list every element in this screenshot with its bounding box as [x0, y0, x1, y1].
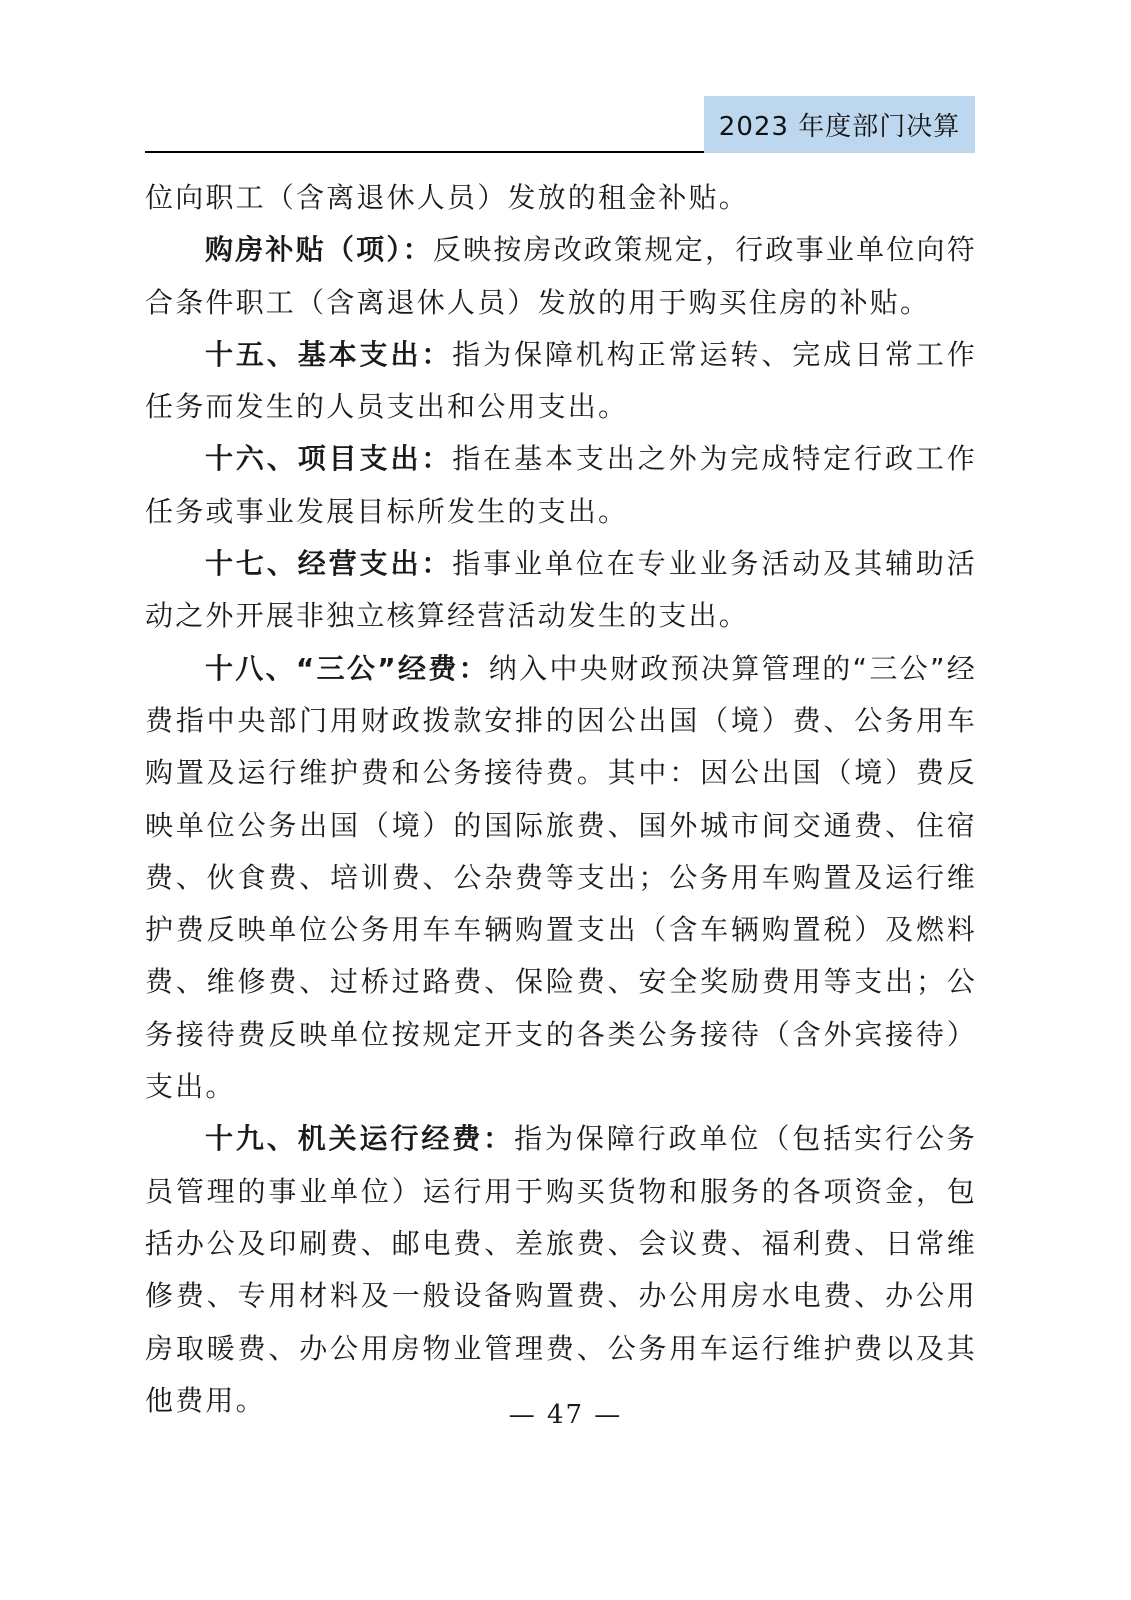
- term-heading: 十七、经营支出：: [205, 547, 453, 581]
- page-number: — 47 —: [508, 1400, 623, 1430]
- paragraph-text: 纳入中央财政预决算管理的“三公”经费指中央部门用财政拨款安排的因公出国（境）费、公务用车购置及运行维护费和公务接待费。其中：因公出国（境）费反映单位公务出国（境）的国际旅费、国外城市间交通费、住宿费、伙食费、培训费、公杂费等支出；公务用车购置及运行维护费反映单位公务用车车辆购置支出（含车辆购置税）及燃料费、维修费、过桥过路费、保险费、安全奖励费用等支出；公务接待费反映单位按规定开支的各类公务接待（含外宾接待）支出。: [145, 651, 977, 1104]
- paragraph-text: 位向职工（含离退休人员）发放的租金补贴。: [145, 181, 750, 214]
- paragraph-basic-expenditure: [145, 329, 977, 434]
- paragraph-text: 指为保障行政单位（包括实行公务员管理的事业单位）运行用于购买货物和服务的各项资金，包括办公及印刷费、邮电费、差旅费、会议费、福利费、日常维修费、专用材料及一般设备购置费、办公用房水电费、办公用房取暖费、办公用房物业管理费、公务用车运行维护费以及其他费用。: [145, 1122, 977, 1417]
- paragraph-continuation: [145, 172, 977, 224]
- paragraph-operating-expenditure: [145, 538, 977, 643]
- paragraph-housing-purchase-subsidy: [145, 224, 977, 329]
- paragraph-text: 指事业单位在专业业务活动及其辅助活动之外开展非独立核算经营活动发生的支出。: [145, 547, 977, 633]
- header-title: 2023 年度部门决算: [704, 96, 975, 153]
- term-heading: 十五、基本支出：: [205, 337, 453, 371]
- paragraph-three-public-expenses: [145, 643, 977, 1114]
- paragraph-text: 指为保障机构正常运转、完成日常工作任务而发生的人员支出和公用支出。: [145, 337, 977, 424]
- term-heading: 十八、“三公”经费：: [205, 651, 489, 685]
- document-body: [145, 172, 977, 1427]
- term-heading: 十九、机关运行经费：: [205, 1122, 515, 1156]
- paragraph-agency-operating-funds: [145, 1113, 977, 1427]
- term-heading: 购房补贴（项）：: [205, 233, 433, 267]
- term-heading: 十六、项目支出：: [205, 442, 453, 476]
- paragraph-project-expenditure: [145, 433, 977, 538]
- paragraph-text: 反映按房改政策规定，行政事业单位向符合条件职工（含离退休人员）发放的用于购买住房的补贴。: [145, 233, 977, 319]
- paragraph-text: 指在基本支出之外为完成特定行政工作任务或事业发展目标所发生的支出。: [145, 442, 977, 528]
